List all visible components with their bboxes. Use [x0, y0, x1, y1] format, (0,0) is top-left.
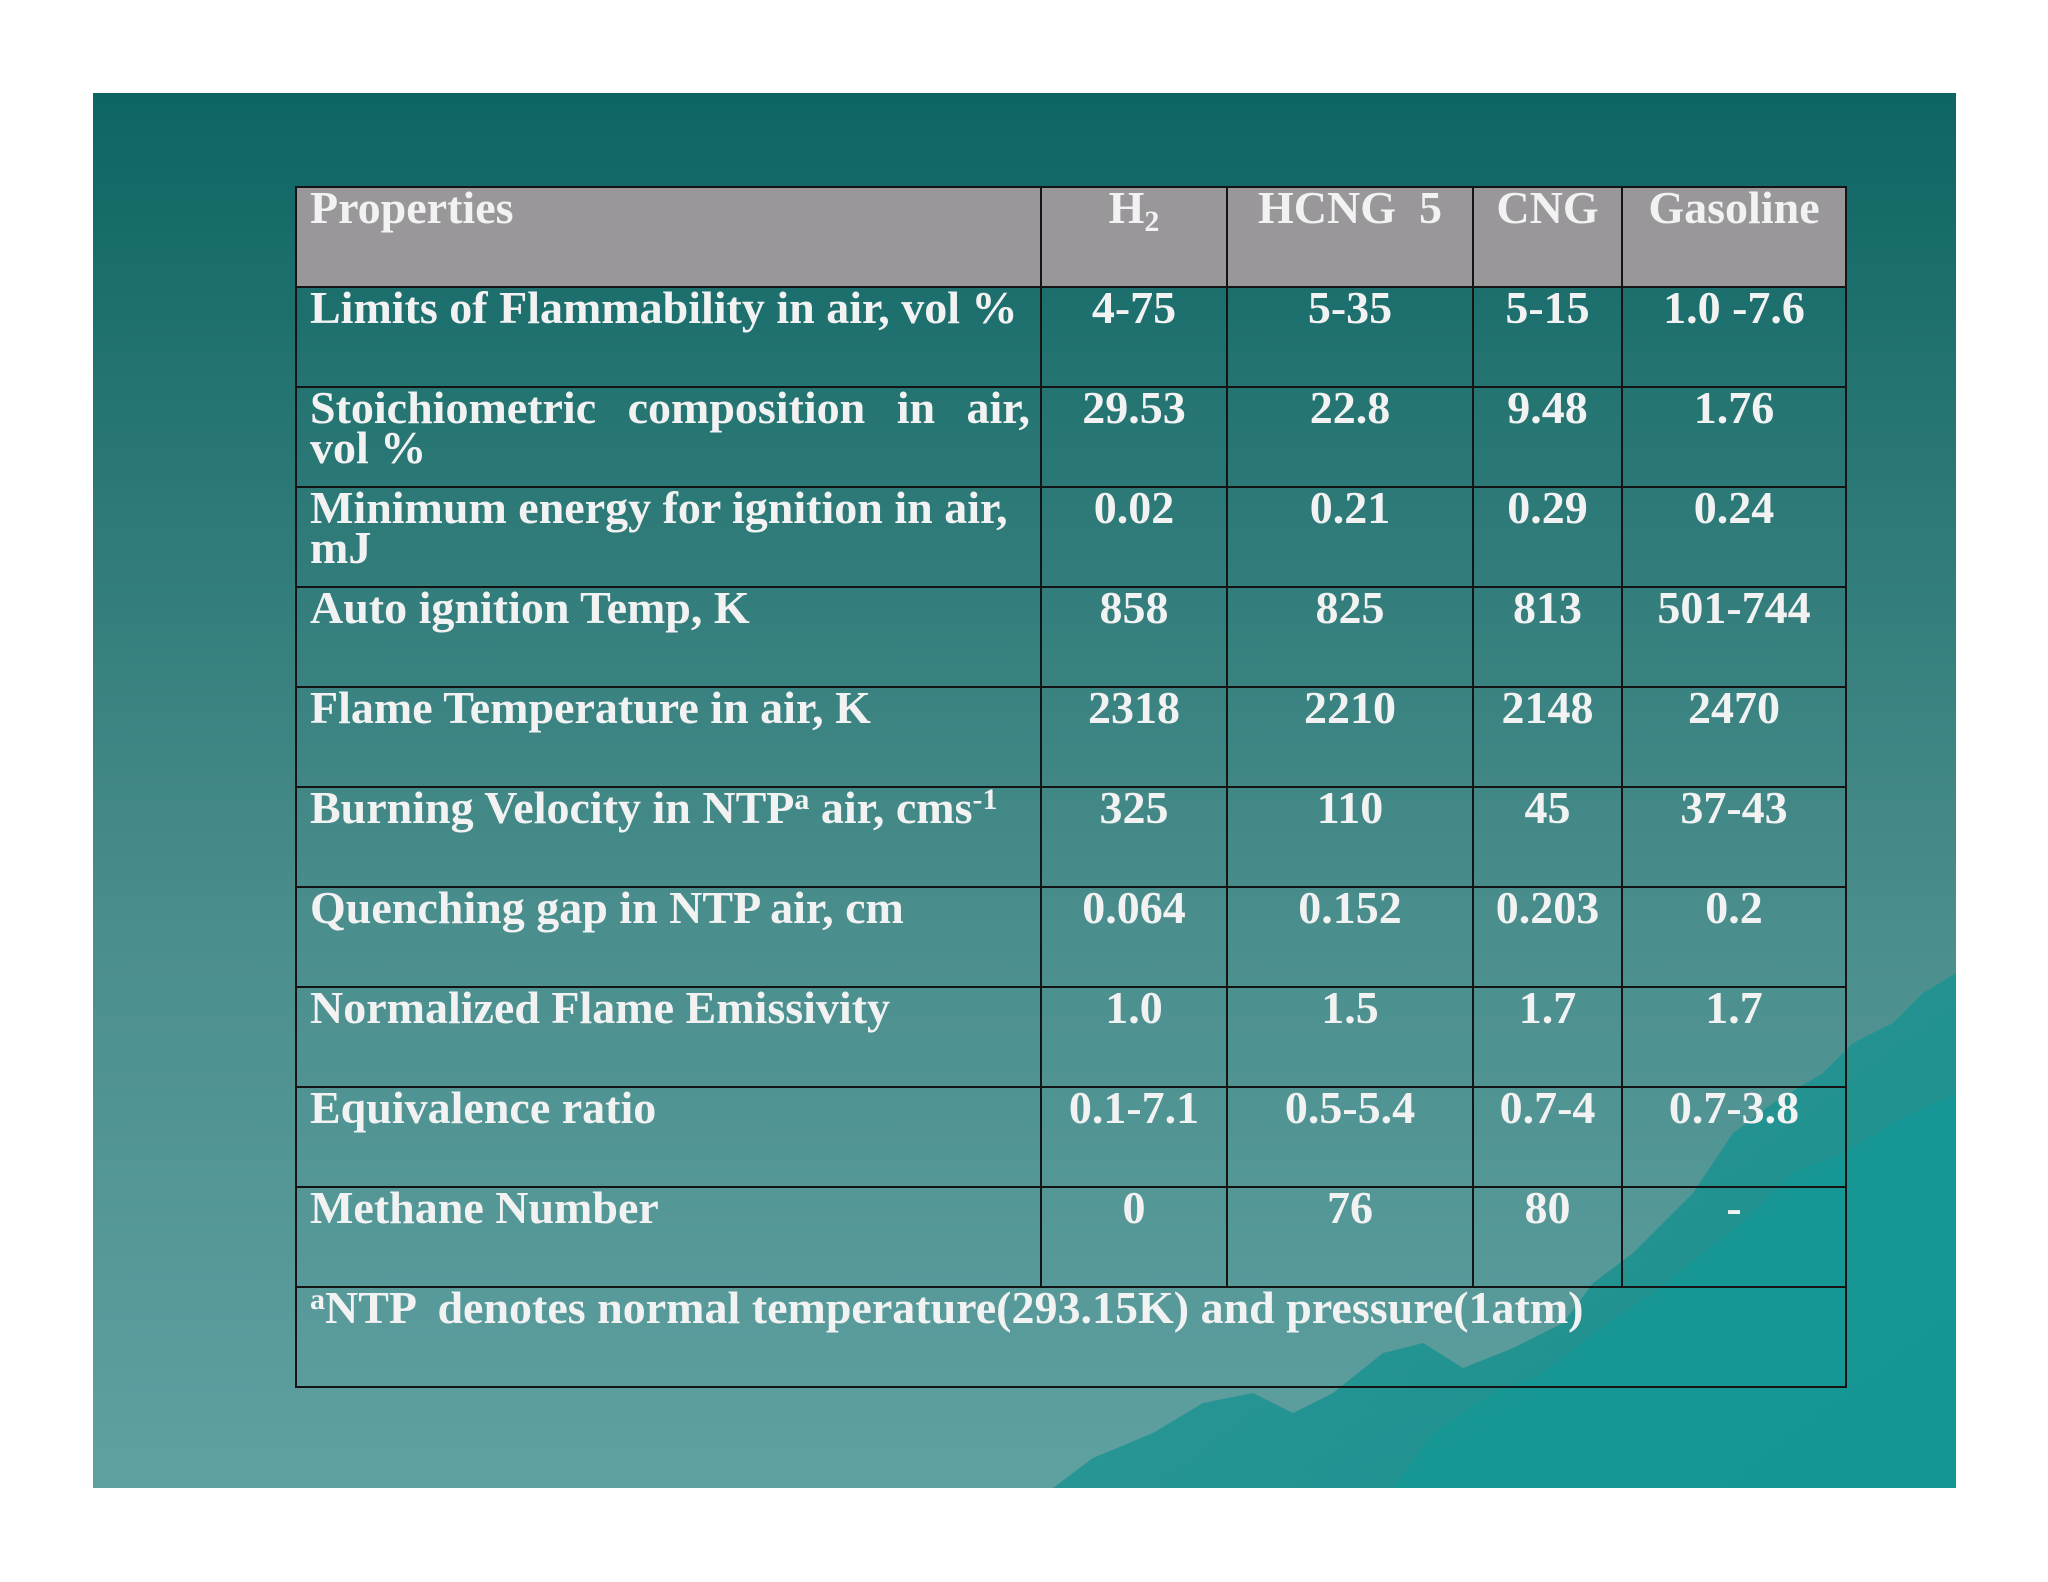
header-hcng5: HCNG 5 [1227, 187, 1473, 287]
property-cell: Methane Number [296, 1187, 1041, 1287]
table-row [296, 987, 1846, 1087]
h2-value: 0 [1041, 1187, 1227, 1287]
hcng5-value: 5-35 [1227, 287, 1473, 387]
gasoline-value: 1.7 [1622, 987, 1846, 1087]
property-cell: Flame Temperature in air, K [296, 687, 1041, 787]
h2-value: 858 [1041, 587, 1227, 687]
header-cng: CNG [1473, 187, 1622, 287]
hcng5-value: 0.5-5.4 [1227, 1087, 1473, 1187]
cng-value: 0.7-4 [1473, 1087, 1622, 1187]
hcng5-value: 825 [1227, 587, 1473, 687]
gasoline-value: 0.7-3.8 [1622, 1087, 1846, 1187]
h2-value: 0.02 [1041, 487, 1227, 587]
gasoline-value: 501-744 [1622, 587, 1846, 687]
gasoline-value: 2470 [1622, 687, 1846, 787]
footnote-cell [296, 1287, 1846, 1387]
table-row [296, 487, 1846, 587]
hcng5-value: 0.152 [1227, 887, 1473, 987]
header-h2-base: H [1108, 187, 1145, 233]
table-row [296, 887, 1846, 987]
header-h2 [1041, 187, 1227, 287]
slide [93, 93, 1956, 1488]
property-sup-a: a [794, 787, 810, 816]
table-row [296, 387, 1846, 487]
gasoline-value: 0.24 [1622, 487, 1846, 587]
table-row [296, 787, 1846, 887]
cng-value: 0.203 [1473, 887, 1622, 987]
header-row [296, 187, 1846, 287]
header-h2-sub: 2 [1144, 205, 1160, 238]
gasoline-value: 0.2 [1622, 887, 1846, 987]
h2-value: 4-75 [1041, 287, 1227, 387]
header-properties: Properties [296, 187, 1041, 287]
h2-value: 0.1-7.1 [1041, 1087, 1227, 1187]
property-text-part2: air, cms [809, 787, 973, 833]
cng-value: 1.7 [1473, 987, 1622, 1087]
header-gasoline: Gasoline [1622, 187, 1846, 287]
table-row [296, 1187, 1846, 1287]
table-row [296, 587, 1846, 687]
table-row [296, 687, 1846, 787]
cng-value: 45 [1473, 787, 1622, 887]
properties-table [295, 186, 1847, 1388]
hcng5-value: 110 [1227, 787, 1473, 887]
cng-value: 80 [1473, 1187, 1622, 1287]
cng-value: 5-15 [1473, 287, 1622, 387]
property-cell: Normalized Flame Emissivity [296, 987, 1041, 1087]
property-cell [296, 787, 1041, 887]
hcng5-value: 2210 [1227, 687, 1473, 787]
h2-value: 2318 [1041, 687, 1227, 787]
table-row [296, 287, 1846, 387]
cng-value: 0.29 [1473, 487, 1622, 587]
table-row [296, 1087, 1846, 1187]
property-text-part1: Burning Velocity in NTP [310, 787, 795, 833]
h2-value: 325 [1041, 787, 1227, 887]
hcng5-value: 1.5 [1227, 987, 1473, 1087]
footnote-sup-a: a [310, 1287, 325, 1316]
property-cell: Auto ignition Temp, K [296, 587, 1041, 687]
h2-value: 29.53 [1041, 387, 1227, 487]
h2-value: 1.0 [1041, 987, 1227, 1087]
property-cell: Equivalence ratio [296, 1087, 1041, 1187]
property-sup-unit: -1 [972, 787, 998, 816]
property-cell: Minimum energy for ignition in air, mJ [296, 487, 1041, 587]
footnote-text: NTP denotes normal temperature(293.15K) and pressure(1atm) [325, 1287, 1584, 1333]
property-cell: Stoichiometric composition in air, vol % [296, 387, 1041, 487]
hcng5-value: 0.21 [1227, 487, 1473, 587]
property-cell: Quenching gap in NTP air, cm [296, 887, 1041, 987]
hcng5-value: 76 [1227, 1187, 1473, 1287]
cng-value: 9.48 [1473, 387, 1622, 487]
cng-value: 2148 [1473, 687, 1622, 787]
gasoline-value: 1.0 -7.6 [1622, 287, 1846, 387]
h2-value: 0.064 [1041, 887, 1227, 987]
gasoline-value: - [1622, 1187, 1846, 1287]
footnote-row [296, 1287, 1846, 1387]
hcng5-value: 22.8 [1227, 387, 1473, 487]
gasoline-value: 1.76 [1622, 387, 1846, 487]
gasoline-value: 37-43 [1622, 787, 1846, 887]
cng-value: 813 [1473, 587, 1622, 687]
property-cell: Limits of Flammability in air, vol % [296, 287, 1041, 387]
